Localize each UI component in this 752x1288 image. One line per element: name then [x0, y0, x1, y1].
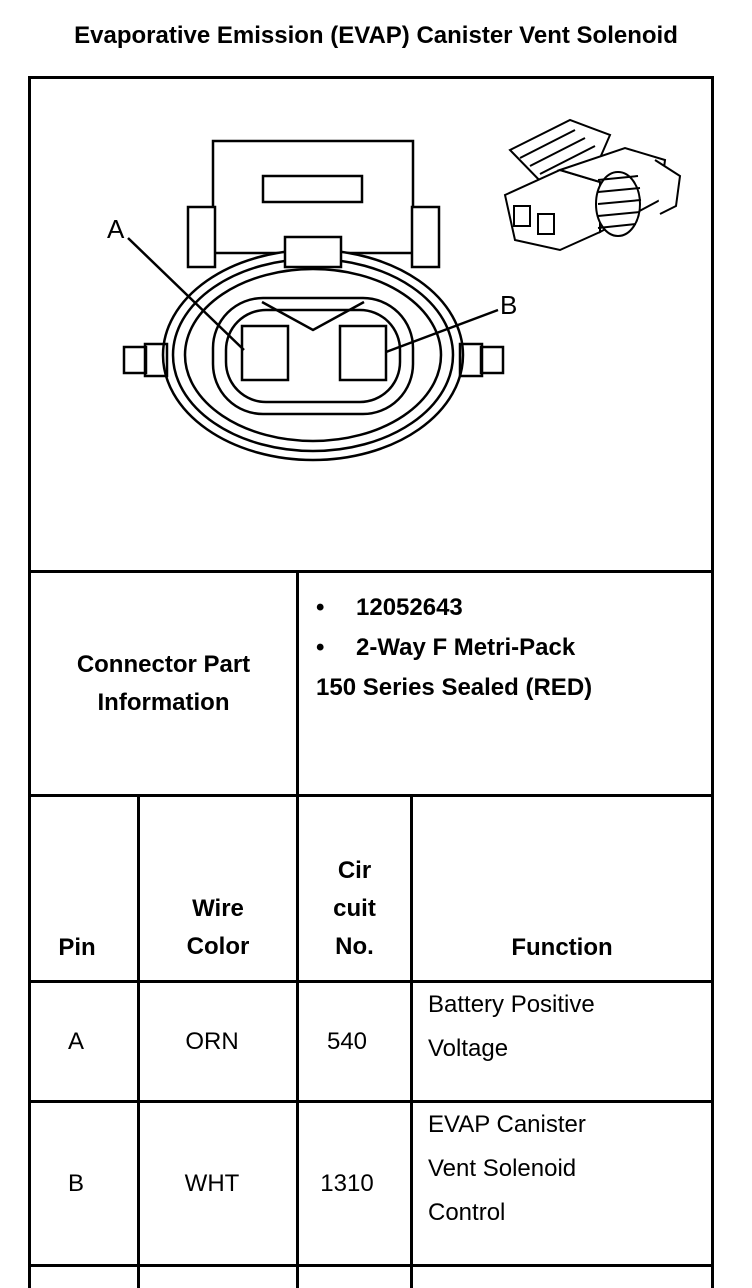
- row-b-wire-color: WHT: [184, 1169, 240, 1197]
- header-wire-color-line1: Wire: [192, 895, 244, 922]
- header-wire-color-line2: Color: [186, 933, 250, 960]
- row-a-circuit: 540: [326, 1027, 368, 1055]
- header-pin-text: Pin: [58, 934, 96, 961]
- description-row: [316, 628, 592, 668]
- row-b-pin: B: [67, 1169, 84, 1197]
- row-a-pin: A: [67, 1027, 84, 1055]
- connector-face-diagram: [0, 0, 752, 570]
- header-pin: [31, 797, 137, 980]
- row-b-bottom: [28, 1264, 714, 1267]
- connector-part-info-label: [31, 573, 296, 794]
- header-circuit-line3: No.: [335, 933, 374, 960]
- page-title: Evaporative Emission (EVAP) Canister Vent Solenoid: [74, 22, 678, 49]
- row-b-function-line3: Control: [428, 1199, 506, 1226]
- header-circuit-no: [299, 797, 410, 980]
- row-b-function: [428, 1103, 708, 1264]
- pin-b-label: B: [500, 290, 518, 320]
- divider-partinfo-vertical: [296, 570, 299, 796]
- connector-isometric-illustration: [505, 120, 680, 250]
- row-b-function-line1: EVAP Canister: [428, 1111, 586, 1138]
- part-number: 12052643: [356, 594, 463, 621]
- header-circuit-line2: cuit: [333, 895, 376, 922]
- header-circuit-line1: Cir: [337, 857, 372, 884]
- header-function: [413, 797, 711, 980]
- part-number-row: [316, 588, 592, 628]
- connector-part-info-details: [316, 588, 592, 708]
- row-a-function-line2: Voltage: [428, 1035, 509, 1062]
- description-line2: 150 Series Sealed (RED): [316, 674, 593, 701]
- row-a-wire-color: ORN: [185, 1027, 239, 1055]
- bullet: •: [316, 594, 325, 621]
- pin-a-label: A: [107, 214, 125, 244]
- row-b-circuit: 1310: [320, 1169, 374, 1197]
- row-a-function: [428, 983, 708, 1100]
- bullet: •: [316, 634, 325, 661]
- connector-label-line2: Information: [97, 688, 230, 716]
- connector-label-line1: Connector Part: [76, 650, 251, 678]
- header-function-text: Function: [511, 934, 613, 961]
- row-a-function-line1: Battery Positive: [428, 991, 595, 1018]
- header-wire-color: [140, 797, 296, 980]
- row-b-function-line2: Vent Solenoid: [428, 1155, 577, 1182]
- description-line1: 2-Way F Metri-Pack: [356, 634, 576, 661]
